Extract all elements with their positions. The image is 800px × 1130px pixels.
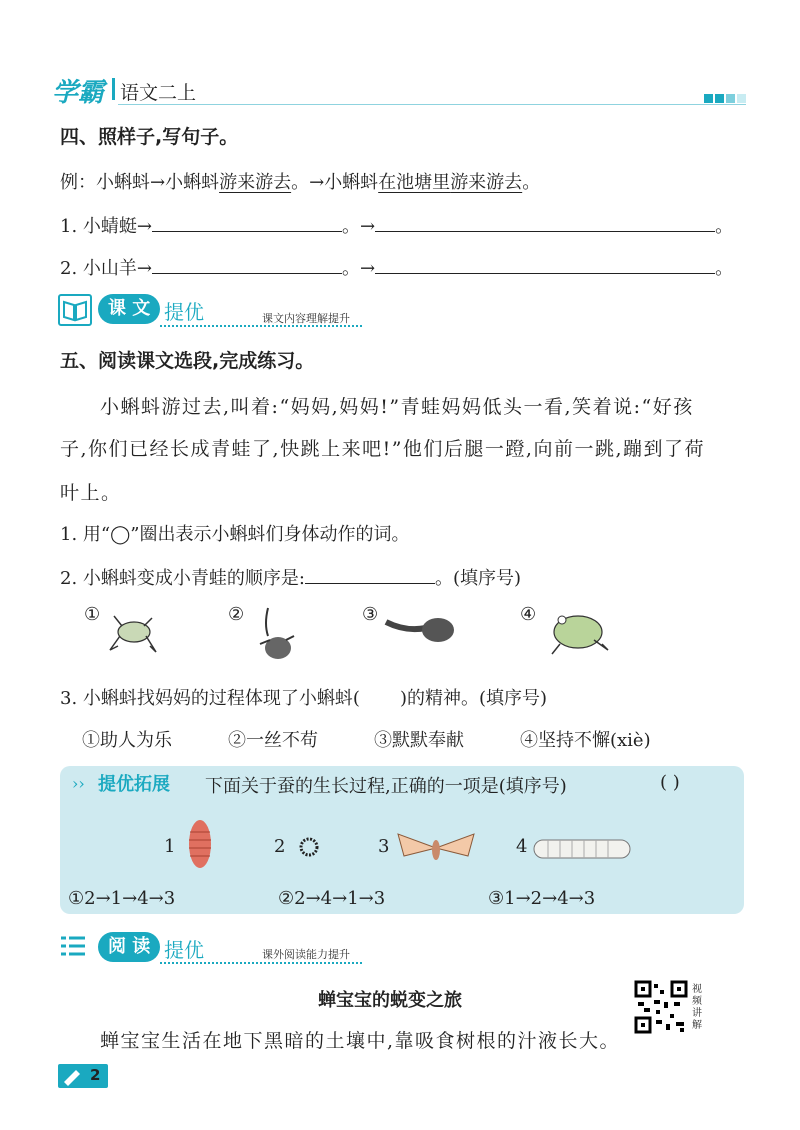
answer-blank[interactable] (375, 255, 715, 274)
option[interactable]: ④坚持不懈(xiè) (520, 730, 651, 751)
extension-title: 提优拓展 (98, 774, 170, 795)
section-4-example (60, 168, 540, 194)
book-icon (58, 294, 92, 326)
extension-options (68, 888, 728, 909)
answer-blank[interactable] (152, 255, 342, 274)
item-arrow: 。→ (342, 216, 376, 237)
stage-label-2: 2 (274, 836, 286, 857)
arrow: → (150, 172, 166, 193)
picture-label-2: ② (228, 604, 245, 625)
tadpole-icon (384, 610, 460, 650)
eggs-icon (296, 834, 322, 860)
header-squares-decoration (704, 88, 748, 107)
period: 。 (291, 172, 310, 193)
passage-line-2: 子,你们已经长成青蛙了,快跳上来吧!”他们后腿一蹬,向前一跳,蹦到了荷 (60, 438, 706, 460)
qr-label: 视频讲解 (692, 984, 702, 1031)
logo-divider (112, 78, 115, 100)
stage-label-1: 1 (164, 836, 176, 857)
example-action: 游来游去 (450, 172, 523, 193)
question-2 (60, 564, 521, 590)
option[interactable]: ③默默奉献 (374, 730, 464, 751)
extension-question: 下面关于蚕的生长过程,正确的一项是(填序号) (205, 776, 567, 797)
question-number: 2. (60, 568, 78, 589)
question-text: 小蝌蚪找妈妈的过程体现了小蝌蚪( (82, 688, 360, 709)
page-number: 2 (90, 1066, 101, 1084)
question-text: 小蝌蚪变成小青蛙的顺序是: (82, 568, 305, 589)
tadpole-with-legs-icon (250, 604, 300, 664)
option[interactable]: ①助人为乐 (82, 730, 172, 751)
question-number: 3. (60, 688, 78, 709)
item-word: 小山羊→ (82, 258, 153, 279)
reading-line-1: 蝉宝宝生活在地下黑暗的土壤中,靠吸食树根的汁液长大。 (100, 1030, 621, 1052)
double-chevron-icon: ›› (72, 774, 85, 793)
period: 。 (522, 172, 541, 193)
question-number: 1. (60, 524, 78, 545)
example-subject: 小蝌蚪 (324, 172, 379, 193)
stage-label-3: 3 (378, 836, 390, 857)
moth-icon (394, 826, 478, 870)
banner-title: 提优 (164, 300, 204, 324)
section-5-title: 五、阅读课文选段,完成练习。 (60, 350, 315, 372)
picture-label-4: ④ (520, 604, 537, 625)
example-prefix: 例： (60, 172, 96, 193)
period: 。 (715, 216, 734, 237)
question-3 (60, 684, 547, 710)
option[interactable]: ②2→4→1→3 (278, 888, 386, 909)
reading-title: 蝉宝宝的蜕变之旅 (318, 990, 462, 1011)
list-icon (58, 932, 88, 966)
banner-pill: 阅 读 (98, 932, 160, 962)
example-word: 小蝌蚪 (96, 172, 150, 193)
banner-underline (160, 962, 362, 964)
passage-line-1: 小蝌蚪游过去,叫着:“妈妈,妈妈!”青蛙妈妈低头一看,笑着说:“好孩 (100, 396, 694, 418)
item-word: 小蜻蜓→ (82, 216, 153, 237)
example-place: 在池塘里 (378, 172, 451, 193)
sentence-item-2 (60, 254, 733, 280)
answer-blank[interactable] (152, 213, 342, 232)
arrow: → (309, 172, 325, 193)
banner-pill: 课 文 (98, 294, 160, 324)
item-arrow: 。→ (342, 258, 376, 279)
silkworm-icon (530, 834, 636, 864)
question-hint: 。(填序号) (435, 568, 522, 589)
subject-title: 语文二上 (120, 82, 197, 104)
banner-underline (160, 325, 362, 327)
question-1 (60, 520, 409, 546)
option[interactable]: ②一丝不苟 (228, 730, 318, 751)
question-text: 用“◯”圈出表示小蝌蚪们身体动作的词。 (82, 524, 410, 545)
pupa-icon (180, 816, 220, 872)
brand-logo: 学霸 (52, 78, 105, 108)
banner-subtitle: 课外阅读能力提升 (262, 948, 350, 961)
header-rule (118, 104, 746, 105)
banner-title: 提优 (164, 938, 204, 962)
example-subject: 小蝌蚪 (165, 172, 220, 193)
answer-blank[interactable] (305, 565, 435, 584)
section-4-title: 四、照样子,写句子。 (60, 126, 239, 148)
adult-frog-icon (544, 604, 616, 658)
passage-line-3: 叶上。 (60, 482, 122, 504)
options-row (82, 726, 722, 752)
sentence-item-1 (60, 212, 733, 238)
answer-paren[interactable]: ( ) (660, 772, 680, 793)
answer-blank[interactable] (375, 213, 715, 232)
example-action: 游来游去 (219, 172, 292, 193)
option[interactable]: ③1→2→4→3 (488, 888, 596, 909)
picture-label-3: ③ (362, 604, 379, 625)
period: 。 (715, 258, 734, 279)
item-number: 2. (60, 258, 78, 279)
stage-label-4: 4 (516, 836, 528, 857)
banner-subtitle: 课文内容理解提升 (262, 312, 350, 325)
small-frog-icon (106, 606, 162, 660)
option[interactable]: ①2→1→4→3 (68, 888, 176, 909)
question-hint: )的精神。(填序号) (399, 688, 548, 709)
pencil-icon (58, 1064, 88, 1088)
qr-code[interactable] (634, 980, 688, 1034)
page-badge (58, 1064, 108, 1088)
picture-label-1: ① (84, 604, 101, 625)
item-number: 1. (60, 216, 78, 237)
